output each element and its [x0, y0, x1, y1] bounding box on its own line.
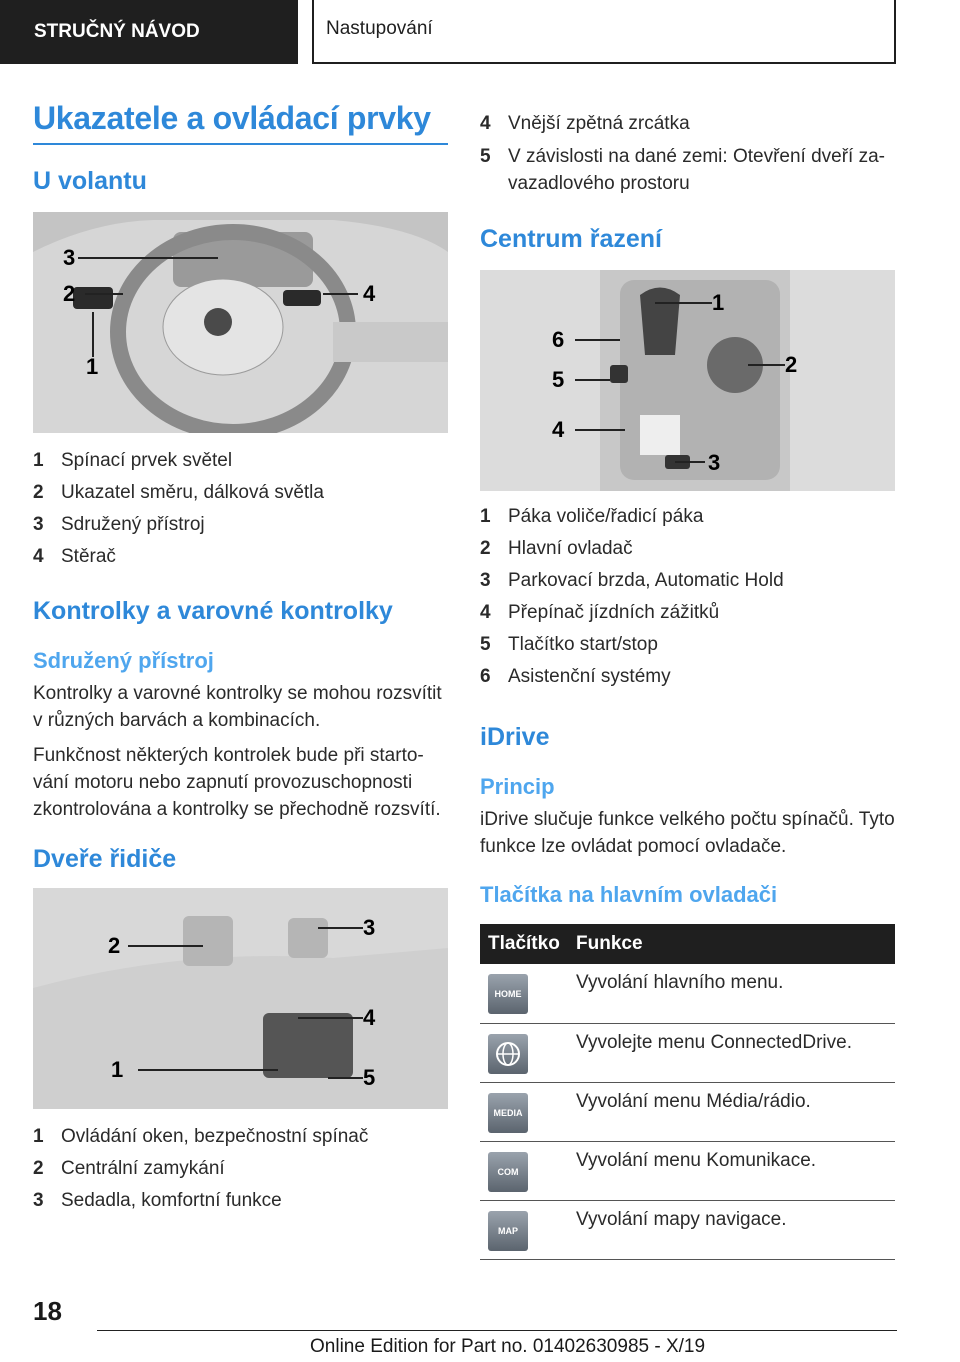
com-key-icon: COM	[488, 1152, 528, 1192]
list-item: 1 Spínací prvek světel	[33, 450, 233, 471]
function-cell: Vyvolejte menu ConnectedDrive.	[568, 1023, 895, 1082]
section-tab: STRUČNÝ NÁVOD	[0, 0, 298, 64]
list-item: 6 Asistenční systémy	[480, 666, 671, 687]
shift-heading: Centrum řazení	[480, 225, 662, 253]
wheel-callout-4: 4	[363, 281, 376, 306]
table-row	[480, 1200, 895, 1259]
shift-callout-2: 2	[785, 352, 798, 377]
home-key-icon: HOME	[488, 974, 528, 1014]
cluster-subheading: Sdružený přístroj	[33, 648, 214, 673]
page-title: Ukazatele a ovládací prvky	[33, 100, 448, 145]
footer-divider	[97, 1330, 897, 1331]
list-item: 5 Tlačítko start/stop	[480, 634, 658, 655]
shift-callout-4: 4	[552, 417, 565, 442]
door-callout-3: 3	[363, 915, 376, 940]
list-item: 4 Vnější zpětná zrcátka	[480, 113, 690, 134]
steering-wheel-illustration	[33, 212, 448, 433]
right-column	[480, 100, 895, 1260]
chapter-title: Nastupování	[312, 0, 896, 64]
list-item: 2 Centrální zamykání	[33, 1158, 225, 1179]
buttons-table-heading: Tlačítka na hlavním ovladači	[480, 882, 778, 907]
door-legend-continued	[480, 108, 895, 197]
shift-callout-6: 6	[552, 327, 565, 352]
wheel-callout-2: 2	[63, 281, 76, 306]
function-cell: Vyvolání menu Komunikace.	[568, 1141, 895, 1200]
wheel-heading: U volantu	[33, 167, 147, 195]
principle-subheading: Princip	[480, 774, 555, 799]
door-callout-5: 5	[363, 1065, 376, 1090]
shift-callout-1: 1	[712, 290, 725, 315]
list-item: 2 Hlavní ovladač	[480, 538, 633, 559]
left-column	[33, 100, 448, 1217]
list-item: 1 Ovládání oken, bezpečnostní spínač	[33, 1126, 369, 1147]
driver-door-illustration	[33, 888, 448, 1109]
warnings-heading: Kontrolky a varovné kontrolky	[33, 597, 393, 625]
wheel-callout-1: 1	[86, 354, 99, 379]
steering-wheel-photo	[33, 212, 448, 433]
globe-key-icon	[488, 1034, 528, 1074]
list-item: 4 Stěrač	[33, 546, 116, 567]
shift-callout-5: 5	[552, 367, 565, 392]
map-key-icon: MAP	[488, 1211, 528, 1251]
list-item: 1 Páka voliče/řadicí páka	[480, 506, 704, 527]
function-cell: Vyvolání menu Média/rádio.	[568, 1082, 895, 1141]
page-number: 18	[33, 1296, 62, 1326]
shift-center-photo	[480, 270, 895, 491]
table-row	[480, 1141, 895, 1200]
wheel-legend	[33, 445, 448, 573]
warnings-paragraph-2: Funkčnost některých kontrolek bude při starto-vání motoru nebo zapnutí provozuschopnosti zkontrolována a kontrolky se přechodně rozsvítí.	[33, 745, 441, 820]
door-heading: Dveře řidiče	[33, 845, 177, 873]
door-legend	[33, 1121, 448, 1217]
warnings-paragraph-1: Kontrolky a varovné kontrolky se mohou rozsvítit v různých barvách a kombinacích.	[33, 683, 442, 731]
table-row	[480, 1023, 895, 1082]
list-item: 3 Sdružený přístroj	[33, 514, 205, 535]
wheel-callout-3: 3	[63, 245, 76, 270]
shift-legend	[480, 501, 895, 693]
idrive-heading: iDrive	[480, 723, 550, 751]
table-row	[480, 964, 895, 1023]
column-header-function: Funkce	[568, 924, 895, 964]
list-item: 3 Parkovací brzda, Automatic Hold	[480, 570, 784, 591]
footer-edition: Online Edition for Part no. 01402630985 - X/19	[310, 1336, 706, 1357]
door-callout-4: 4	[363, 1005, 376, 1030]
table-row	[480, 1082, 895, 1141]
function-cell: Vyvolání hlavního menu.	[568, 964, 895, 1023]
list-item: 2 Ukazatel směru, dálková světla	[33, 482, 324, 503]
driver-door-photo	[33, 888, 448, 1109]
door-callout-1: 1	[111, 1057, 124, 1082]
list-item: 5 V závislosti na dané zemi: Otevření dveří za-vazadlového prostoru	[480, 146, 885, 194]
shift-callout-3: 3	[708, 450, 721, 475]
door-callout-2: 2	[108, 933, 121, 958]
function-cell: Vyvolání mapy navigace.	[568, 1200, 895, 1259]
shift-center-illustration	[480, 270, 895, 491]
list-item: 3 Sedadla, komfortní funkce	[33, 1190, 282, 1211]
column-header-button: Tlačítko	[480, 924, 568, 964]
idrive-paragraph: iDrive slučuje funkce velkého počtu spínačů. Tyto funkce lze ovládat pomocí ovladače.	[480, 809, 895, 857]
list-item: 4 Přepínač jízdních zážitků	[480, 602, 720, 623]
controller-buttons-table	[480, 924, 895, 1260]
media-key-icon: MEDIA	[488, 1093, 528, 1133]
